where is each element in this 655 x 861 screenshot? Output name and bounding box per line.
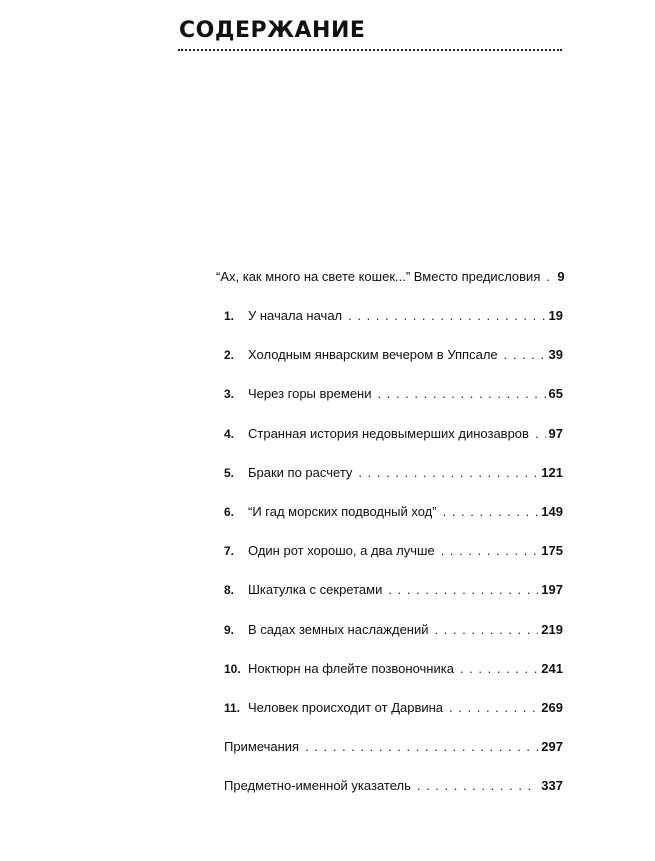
toc-entry-number: 6. [224, 505, 235, 519]
toc-entry-page: 175 [541, 543, 563, 558]
toc-dot-leader [535, 424, 546, 444]
toc-entry-page: 121 [541, 465, 563, 480]
toc-entry-chapter-8[interactable] [224, 580, 563, 600]
toc-entry-page: 269 [541, 700, 563, 715]
toc-dot-leader [358, 463, 538, 483]
toc-entry-number: 3. [224, 387, 235, 401]
toc-entry-number: 11. [224, 701, 241, 715]
toc-dot-leader [441, 541, 539, 561]
toc-entry-number: 1. [224, 309, 235, 323]
toc-entry-page: 149 [541, 504, 563, 519]
toc-entry-title: Шкатулка с секретами [248, 582, 383, 597]
toc-entry-number: 5. [224, 466, 235, 480]
toc-dot-leader [378, 384, 546, 404]
toc-entry-title: Ноктюрн на флейте позвоночника [248, 661, 454, 676]
toc-entry-title: У начала начал [248, 308, 343, 323]
toc-entry-page: 65 [548, 386, 563, 401]
toc-dot-leader [388, 580, 538, 600]
toc-entry-title: Предметно-именной указатель [224, 778, 411, 793]
toc-entry-page: 39 [548, 347, 563, 362]
toc-entry-page: 241 [541, 661, 563, 676]
toc-entry-title: “И гад морских подводный ход” [248, 504, 437, 519]
toc-entry-title: Холодным январским вечером в Уппсале [248, 347, 498, 362]
toc-entry-notes[interactable] [224, 737, 563, 757]
toc-dot-leader [460, 659, 538, 679]
toc-entry-page: 9 [557, 269, 565, 284]
toc-dot-leader [348, 306, 545, 326]
toc-entry-page: 197 [541, 582, 563, 597]
toc-entry-chapter-11[interactable] [224, 698, 563, 718]
toc-entry-chapter-7[interactable] [224, 541, 563, 561]
toc-entry-chapter-3[interactable] [224, 384, 563, 404]
toc-entry-title: Примечания [224, 739, 300, 754]
toc-entry-number: 9. [224, 623, 235, 637]
toc-entry-chapter-4[interactable] [224, 424, 563, 444]
toc-entry-index[interactable] [224, 776, 563, 796]
toc-entry-number: 2. [224, 348, 235, 362]
toc-dot-leader [305, 737, 538, 757]
toc-entry-page: 337 [541, 778, 563, 793]
toc-entry-number: 7. [224, 544, 235, 558]
page-title: СОДЕРЖАНИЕ [179, 18, 366, 43]
toc-dot-leader [443, 502, 539, 522]
toc-entry-title: Человек происходит от Дарвина [248, 700, 444, 715]
toc-entry-chapter-1[interactable] [224, 306, 563, 326]
toc-entry-number: 10. [224, 662, 241, 676]
toc-entry-title: “Ах, как много на свете кошек...” Вместо предисловия [216, 269, 541, 284]
toc-dot-leader [417, 776, 538, 796]
toc-entry-title: Один рот хорошо, а два лучше [248, 543, 435, 558]
toc-entry-title: В садах земных наслаждений [248, 622, 429, 637]
toc-entry-title: Браки по расчету [248, 465, 353, 480]
toc-entry-page: 19 [548, 308, 563, 323]
toc-entry-preface[interactable] [216, 267, 563, 287]
toc-dot-leader [435, 620, 539, 640]
toc-dot-leader [504, 345, 546, 365]
toc-entry-page: 219 [541, 622, 563, 637]
toc-dot-leader [546, 267, 554, 287]
toc-dot-leader [449, 698, 538, 718]
heading-dotted-rule [178, 49, 562, 51]
toc-entry-title: Странная история недовымерших динозавров [248, 426, 529, 441]
toc-entry-title: Через горы времени [248, 386, 372, 401]
toc-entry-chapter-10[interactable] [224, 659, 563, 679]
toc-entry-chapter-5[interactable] [224, 463, 563, 483]
toc-entry-chapter-9[interactable] [224, 620, 563, 640]
toc-entry-page: 297 [541, 739, 563, 754]
toc-entry-number: 4. [224, 427, 235, 441]
toc-entry-number: 8. [224, 583, 235, 597]
toc-entry-chapter-2[interactable] [224, 345, 563, 365]
toc-entry-page: 97 [548, 426, 563, 441]
toc-entry-chapter-6[interactable] [224, 502, 563, 522]
